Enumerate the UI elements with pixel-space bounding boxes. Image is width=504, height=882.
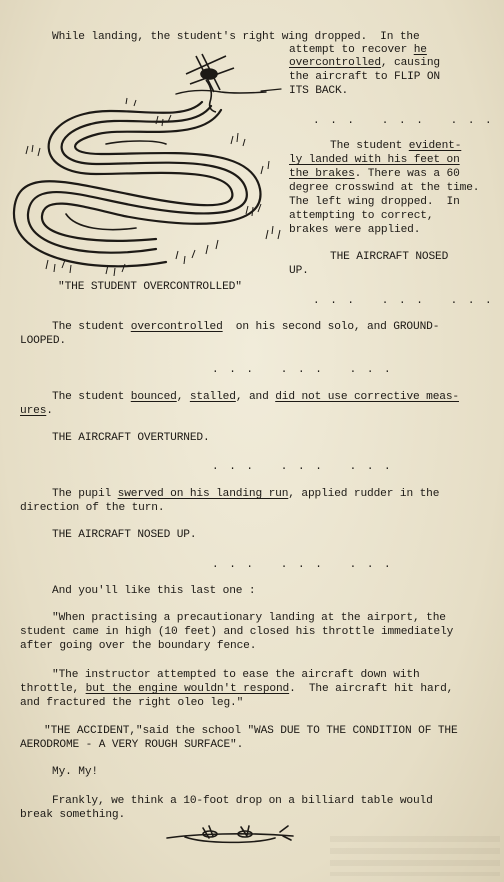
nosed-up-2: THE AIRCRAFT NOSED UP.: [52, 529, 197, 541]
para1-line3: overcontrolled, causing: [289, 57, 440, 69]
para2-line1: The student evident-: [330, 140, 462, 152]
separator-dots-1: . . . . . . . . .: [313, 115, 494, 127]
para4-line1: The student bounced, stalled, and did not use corrective meas-: [52, 391, 459, 403]
closing-line2: break something.: [20, 809, 126, 821]
para5-line2: direction of the turn.: [20, 502, 165, 514]
quote1-line3: after going over the boundary fence.: [20, 640, 257, 652]
nosed-up-line1: THE AIRCRAFT NOSED: [330, 251, 449, 263]
para5-line1: The pupil swerved on his landing run, applied rudder in the: [52, 488, 440, 500]
quote3-line1: "THE ACCIDENT,"said the school "WAS DUE TO THE CONDITION OF THE: [44, 725, 458, 737]
overturned-line: THE AIRCRAFT OVERTURNED.: [52, 432, 210, 444]
para2-line4: degree crosswind at the time.: [289, 182, 480, 194]
para1-line2: attempt to recover he: [289, 44, 427, 56]
separator-dots-4: . . . . . . . . .: [212, 461, 393, 473]
separator-dots-3: . . . . . . . . .: [212, 364, 393, 376]
separator-dots-5: . . . . . . . . .: [212, 559, 393, 571]
para1-line5: ITS BACK.: [289, 85, 349, 97]
bleed-through-text-shadow: [330, 836, 500, 876]
para1-line4: the aircraft to FLIP ON: [289, 71, 440, 83]
para2-line7: brakes were applied.: [289, 224, 421, 236]
flipped-plane-icon: [186, 54, 234, 112]
quote3-line2: AERODROME - A VERY ROUGH SURFACE".: [20, 739, 244, 751]
para2-line3: the brakes. There was a 60: [289, 168, 460, 180]
nosed-up-line2: UP.: [289, 265, 309, 277]
quote1-line1: "When practising a precautionary landing at the airport, the: [52, 612, 446, 624]
quote1-line2: student came in high (10 feet) and closed his throttle immediately: [20, 626, 454, 638]
airplane-icon: [165, 822, 295, 852]
quote2-line3: and fractured the right oleo leg.": [20, 697, 244, 709]
quote2-line1: "The instructor attempted to ease the aircraft down with: [52, 669, 420, 681]
separator-dots-2: . . . . . . . . .: [313, 295, 494, 307]
para4-line2: ures.: [20, 405, 53, 417]
closing-line1: Frankly, we think a 10-foot drop on a billiard table would: [52, 795, 433, 807]
para1-line1: While landing, the student's right wing dropped. In the: [52, 31, 420, 43]
para2-line2: ly landed with his feet on: [289, 154, 460, 166]
para3-line1: The student overcontrolled on his second solo, and GROUND-: [52, 321, 440, 333]
quote2-line2: throttle, but the engine wouldn't respond. The aircraft hit hard,: [20, 683, 454, 695]
para2-line5: The left wing dropped. In: [289, 196, 460, 208]
intro-line: And you'll like this last one :: [52, 585, 256, 597]
cartoon-caption: "THE STUDENT OVERCONTROLLED": [58, 281, 242, 293]
my-my-line: My. My!: [52, 766, 98, 778]
para2-line6: attempting to correct,: [289, 210, 434, 222]
groundloop-cartoon-illustration: [6, 44, 296, 294]
para3-line2: LOOPED.: [20, 335, 66, 347]
